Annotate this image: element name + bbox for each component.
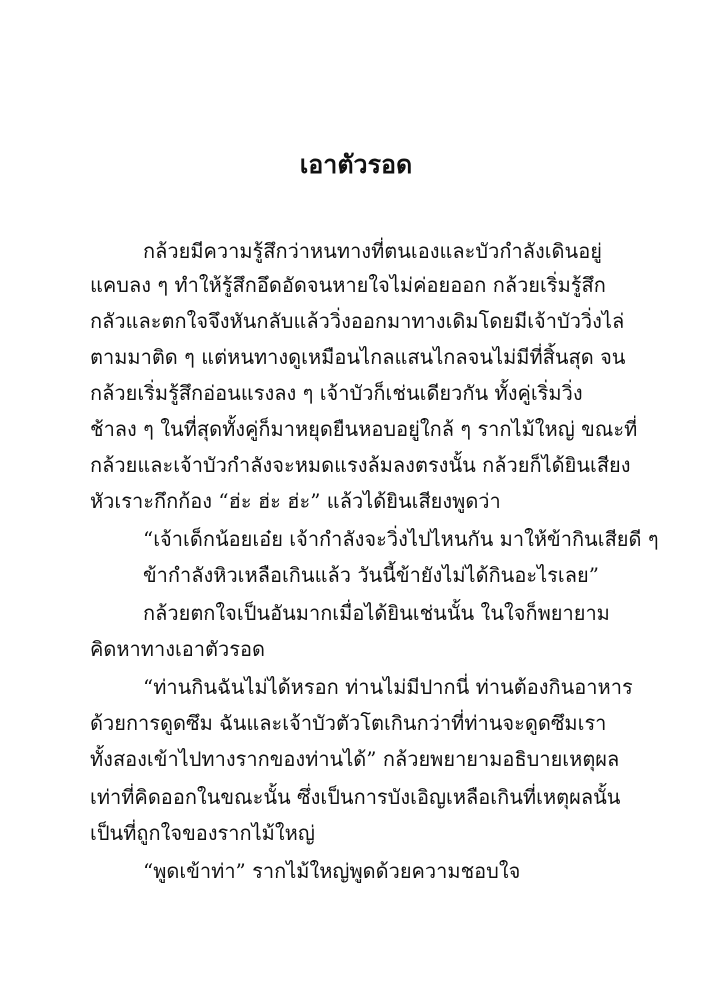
text-line: “พูดเข้าท่า” รากไม้ใหญ่พูดด้วยความชอบใจ: [143, 859, 521, 883]
text-line: กล้วยและเจ้าบัวกำลังจะหมดแรงล้มลงตรงนั้น กล้วยก็ได้ยินเสียง: [90, 453, 631, 477]
text-line: กล้วยเริ่มรู้สึกอ่อนแรงลง ๆ เจ้าบัวก็เช่นเดียวกัน ทั้งคู่เริ่มวิ่ง: [90, 381, 583, 405]
text-line: ด้วยการดูดซึม ฉันและเจ้าบัวตัวโตเกินกว่าที่ท่านจะดูดซึมเรา: [90, 711, 607, 735]
page-title: เอาตัวรอด: [299, 150, 413, 179]
text-line: ช้าลง ๆ ในที่สุดทั้งคู่ก็มาหยุดยืนหอบอยู่ใกล้ ๆ รากไม้ใหญ่ ขณะที่: [90, 417, 638, 441]
text-line: เป็นที่ถูกใจของรากไม้ใหญ่: [90, 821, 315, 845]
text-line: ทั้งสองเข้าไปทางรากของท่านได้” กล้วยพยายามอธิบายเหตุผล: [90, 747, 620, 771]
text-line: ตามมาติด ๆ แต่หนทางดูเหมือนไกลแสนไกลจนไม่มีที่สิ้นสุด จน: [90, 345, 626, 369]
text-line: กลัวและตกใจจึงหันกลับแล้ววิ่งออกมาทางเดิมโดยมีเจ้าบัววิ่งไล่: [90, 309, 625, 333]
text-line: “เจ้าเด็กน้อยเอ๋ย เจ้ากำลังจะวิ่งไปไหนกัน มาให้ข้ากินเสียดี ๆ: [143, 527, 659, 551]
text-line: แคบลง ๆ ทำให้รู้สึกอึดอัดจนหายใจไม่ค่อยออก กล้วยเริ่มรู้สึก: [90, 273, 606, 297]
text-line: ข้ากำลังหิวเหลือเกินแล้ว วันนี้ข้ายังไม่ได้กินอะไรเลย”: [143, 563, 599, 587]
text-line: กล้วยมีความรู้สึกว่าหนทางที่ตนเองและบัวกำลังเดินอยู่: [143, 239, 602, 263]
text-line: กล้วยตกใจเป็นอันมากเมื่อได้ยินเช่นนั้น ในใจก็พยายาม: [143, 601, 610, 625]
text-line: เท่าที่คิดออกในขณะนั้น ซึ่งเป็นการบังเอิญเหลือเกินที่เหตุผลนั้น: [90, 785, 621, 809]
text-line: คิดหาทางเอาตัวรอด: [90, 637, 265, 661]
text-line: หัวเราะกึกก้อง “ฮ่ะ ฮ่ะ ฮ่ะ” แล้วได้ยินเสียงพูดว่า: [90, 489, 501, 513]
text-line: “ท่านกินฉันไม่ได้หรอก ท่านไม่มีปากนี่ ท่านต้องกินอาหาร: [143, 675, 633, 699]
